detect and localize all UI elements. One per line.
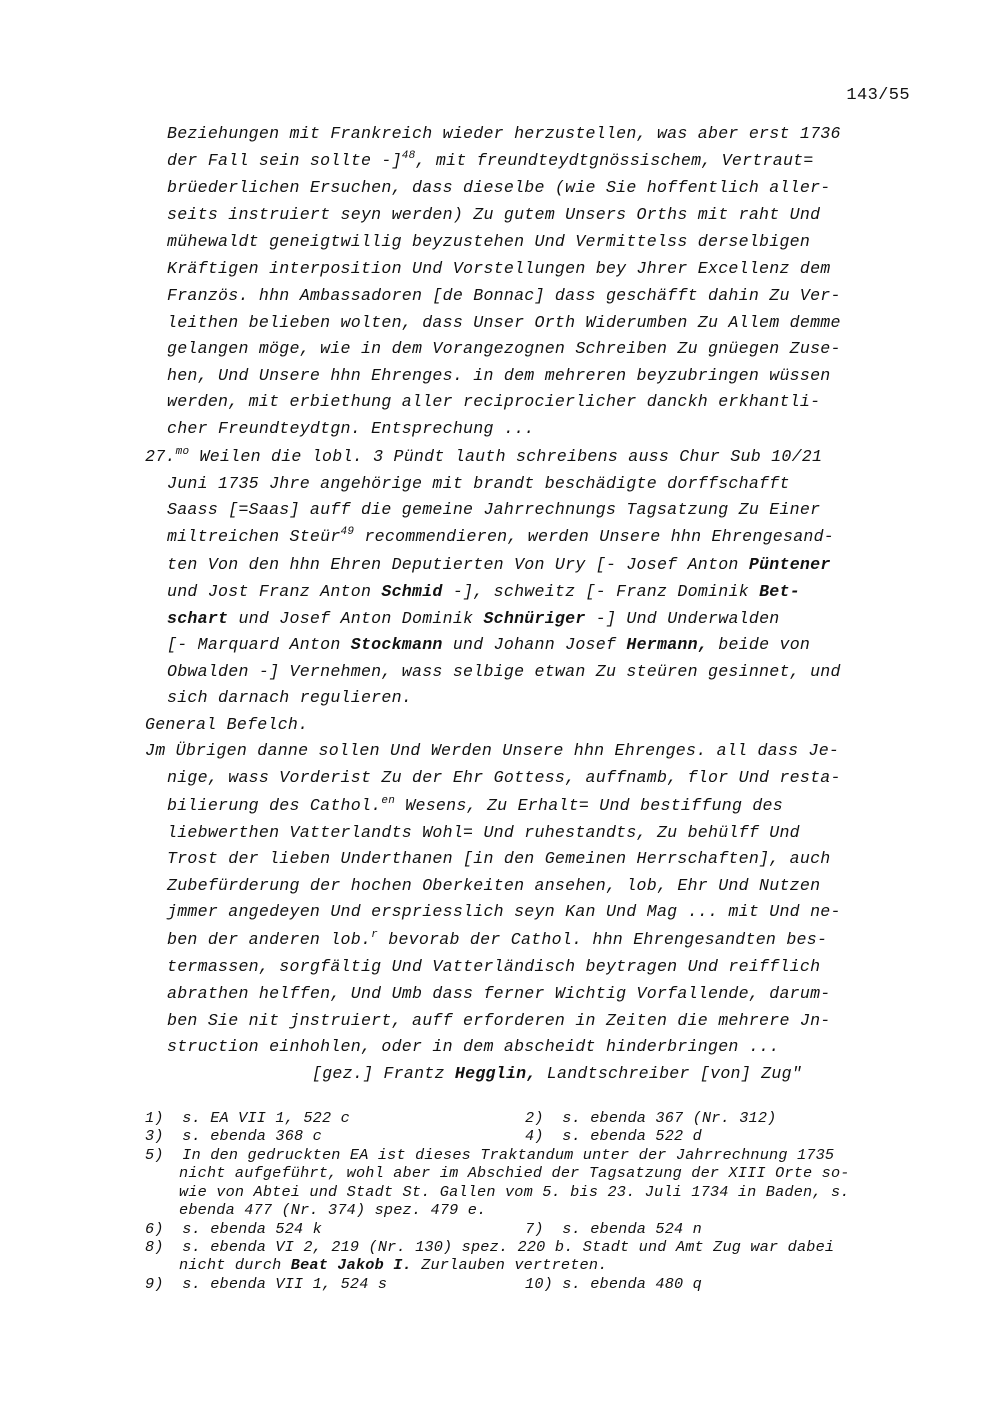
text-run: seits instruiert seyn werden) Zu gutem Unsers Orths mit raht Und [167,205,821,224]
text-run: nicht durch [179,1256,291,1274]
text-run: leithen belieben wolten, dass Unser Orth Widerumben Zu Allem demme [167,313,841,332]
text-run: 7) s. ebenda 524 n [525,1220,702,1238]
text-run: 10) s. ebenda 480 q [525,1275,702,1293]
body-line [167,259,831,278]
text-run: nicht aufgeführt, wohl aber im Abschied der Tagsatzung der XIII Orte so- [179,1164,850,1182]
text-run: Landtschreiber [von] Zug" [536,1064,802,1083]
text-run: Jm Übrigen danne sollen Und Werden Unsere hhn Ehrenges. all dass Je- [145,741,840,760]
body-line [167,205,820,224]
body-line [167,313,841,332]
text-run: bevorab der Cathol. hhn Ehrengesandten bes- [378,930,828,949]
text-run: 6) s. ebenda 524 k [145,1220,322,1238]
footnote [145,1146,834,1164]
text-run: beide von [708,635,811,654]
text-run: Wesens, Zu Erhalt= Und bestiffung des [395,796,783,815]
text-run: jmmer angedeyen Und erspriesslich seyn Kan Und Mag ... mit Und ne- [167,902,841,921]
text-run: 2) s. ebenda 367 (Nr. 312) [525,1109,777,1127]
text-run: wie von Abtei und Stadt St. Gallen vom 5. bis 23. Juli 1734 in Baden, s. [179,1183,850,1201]
text-run: Juni 1735 Jhre angehörige mit brandt beschädigte dorffschafft [167,474,790,493]
footnote [145,1127,322,1145]
body-line [167,957,820,976]
footnote-ref: 48 [401,150,416,162]
text-run: brüederlichen Ersuchen, dass dieselbe (wie Sie hoffentlich aller- [167,178,831,197]
text-run: Saass [=Saas] auff die gemeine Jahrrechnungs Tagsatzung Zu Einer [167,500,821,519]
text-run: 4) s. ebenda 522 d [525,1127,702,1145]
body-line [167,688,412,707]
body-line [167,392,820,411]
body-line [167,124,841,143]
footnote [179,1183,850,1201]
text-run: liebwerthen Vatterlandts Wohl= Und ruhestandts, Zu behülff Und [167,823,800,842]
footnote [145,1275,387,1293]
body-line [167,151,814,170]
text-run: sich darnach regulieren. [167,688,412,707]
body-line [167,876,820,895]
bold-name: Bet- [759,582,800,601]
body-line [167,1037,779,1056]
body-line [167,902,841,921]
footnote [525,1275,702,1293]
text-run: und Jost Franz Anton [167,582,382,601]
text-run: 5) In den gedruckten EA ist dieses Traktandum unter der Jahrrechnung 1735 [145,1146,835,1164]
footnote [525,1220,702,1238]
footnote [525,1127,702,1145]
body-line [167,582,800,601]
bold-name: Beat Jakob I. [290,1256,412,1274]
body-line [167,930,827,949]
footnote [179,1201,486,1219]
text-run: Zubefürderung der hochen Oberkeiten ansehen, lob, Ehr Und Nutzen [167,876,821,895]
body-line [167,609,780,628]
bold-name: Schnüriger [483,609,586,628]
text-run: termassen, sorgfältig Und Vatterländisch beytragen Und reifflich [167,957,821,976]
bold-name: Püntener [748,555,831,574]
bold-name: Stockmann [350,635,443,654]
text-run: der Fall sein sollte -] [167,151,402,170]
body-line [167,232,810,251]
footnote-ref: en [381,795,396,807]
text-run: ebenda 477 (Nr. 374) spez. 479 e. [179,1201,487,1219]
text-run: und Johann Josef [442,635,627,654]
text-run: -], schweitz [- Franz Dominik [442,582,760,601]
text-run: -] Und Underwalden [585,609,780,628]
text-run: Französ. hhn Ambassadoren [de Bonnac] dass geschäfft dahin Zu Ver- [167,286,841,305]
text-run: ten Von den hhn Ehren Deputierten Von Ury [- Josef Anton [167,555,749,574]
body-line [167,849,831,868]
text-run: General Befelch. [145,715,309,734]
body-line [167,984,831,1003]
bold-name: Schmid [381,582,443,601]
body-line [167,635,810,654]
bold-name: Hermann, [626,635,709,654]
body-line [145,447,822,466]
body-line [167,366,831,385]
text-run: ben der anderen lob. [167,930,372,949]
body-line [167,474,790,493]
signature-line [312,1064,802,1083]
text-run: bilierung des Cathol. [167,796,382,815]
footnote-ref: 49 [340,526,355,538]
footnote [145,1220,322,1238]
body-line [167,823,800,842]
text-run: struction einhohlen, oder in dem abscheidt hinderbringen ... [167,1037,780,1056]
body-line [145,741,839,760]
text-run: Zurlauben vertreten. [411,1256,608,1274]
section-heading [145,715,308,734]
text-run: 3) s. ebenda 368 c [145,1127,322,1145]
text-run: Trost der lieben Underthanen [in den Gemeinen Herrschaften], auch [167,849,831,868]
text-run: cher Freundteydtgn. Entsprechung ... [167,419,535,438]
body-line [167,555,831,574]
text-run: nige, wass Vorderist Zu der Ehr Gottess, auffnamb, flor Und resta- [167,768,841,787]
text-run: 8) s. ebenda VI 2, 219 (Nr. 130) spez. 220 b. Stadt und Amt Zug war dabei [145,1238,835,1256]
body-line [167,339,841,358]
body-line [167,419,534,438]
text-run: 27. [145,447,176,466]
text-run: Kräftigen interposition Und Vorstellungen bey Jhrer Excellenz dem [167,259,831,278]
body-line [167,500,820,519]
text-run: mühewaldt geneigtwillig beyzustehen Und Vermittelss derselbigen [167,232,811,251]
text-run: gelangen möge, wie in dem Vorangezognen Schreiben Zu gnüegen Zuse- [167,339,841,358]
text-run: und Josef Anton Dominik [228,609,484,628]
text-run: miltreichen Steür [167,527,341,546]
body-line [167,1011,831,1030]
text-run: abrathen helffen, Und Umb dass ferner Wichtig Vorfallende, darum- [167,984,831,1003]
text-run: [gez.] Frantz [312,1064,455,1083]
body-line [167,662,841,681]
footnote-ref: r [371,929,379,941]
footnote [145,1238,834,1256]
body-line [167,178,831,197]
text-run: , mit freundteydtgnössischem, Vertraut= [415,151,814,170]
footnote [179,1164,850,1182]
body-line [167,527,834,546]
text-run: Obwalden -] Vernehmen, wass selbige etwan Zu steüren gesinnet, und [167,662,841,681]
text-run: recommendieren, werden Unsere hhn Ehrengesand- [354,527,835,546]
text-run: 1) s. EA VII 1, 522 c [145,1109,350,1127]
text-run: werden, mit erbiethung aller reciprocierlicher danckh erkhantli- [167,392,821,411]
bold-name: schart [167,609,229,628]
body-line [167,768,841,787]
text-run: 9) s. ebenda VII 1, 524 s [145,1275,388,1293]
footnote-ref: mo [175,446,190,458]
footnote [179,1256,607,1274]
text-run: Beziehungen mit Frankreich wieder herzustellen, was aber erst 1736 [167,124,841,143]
text-run: ben Sie nit jnstruiert, auff erforderen in Zeiten die mehrere Jn- [167,1011,831,1030]
body-line [167,286,841,305]
bold-name: Hegglin, [454,1064,537,1083]
body-line [167,796,783,815]
footnote [525,1109,776,1127]
page-number: 143/55 [846,86,910,105]
text-run: Weilen die lobl. 3 Pündt lauth schreibens auss Chur Sub 10/21 [189,447,823,466]
text-run: [- Marquard Anton [167,635,351,654]
text-run: hen, Und Unsere hhn Ehrenges. in dem mehreren beyzubringen wüssen [167,366,831,385]
footnote [145,1109,350,1127]
